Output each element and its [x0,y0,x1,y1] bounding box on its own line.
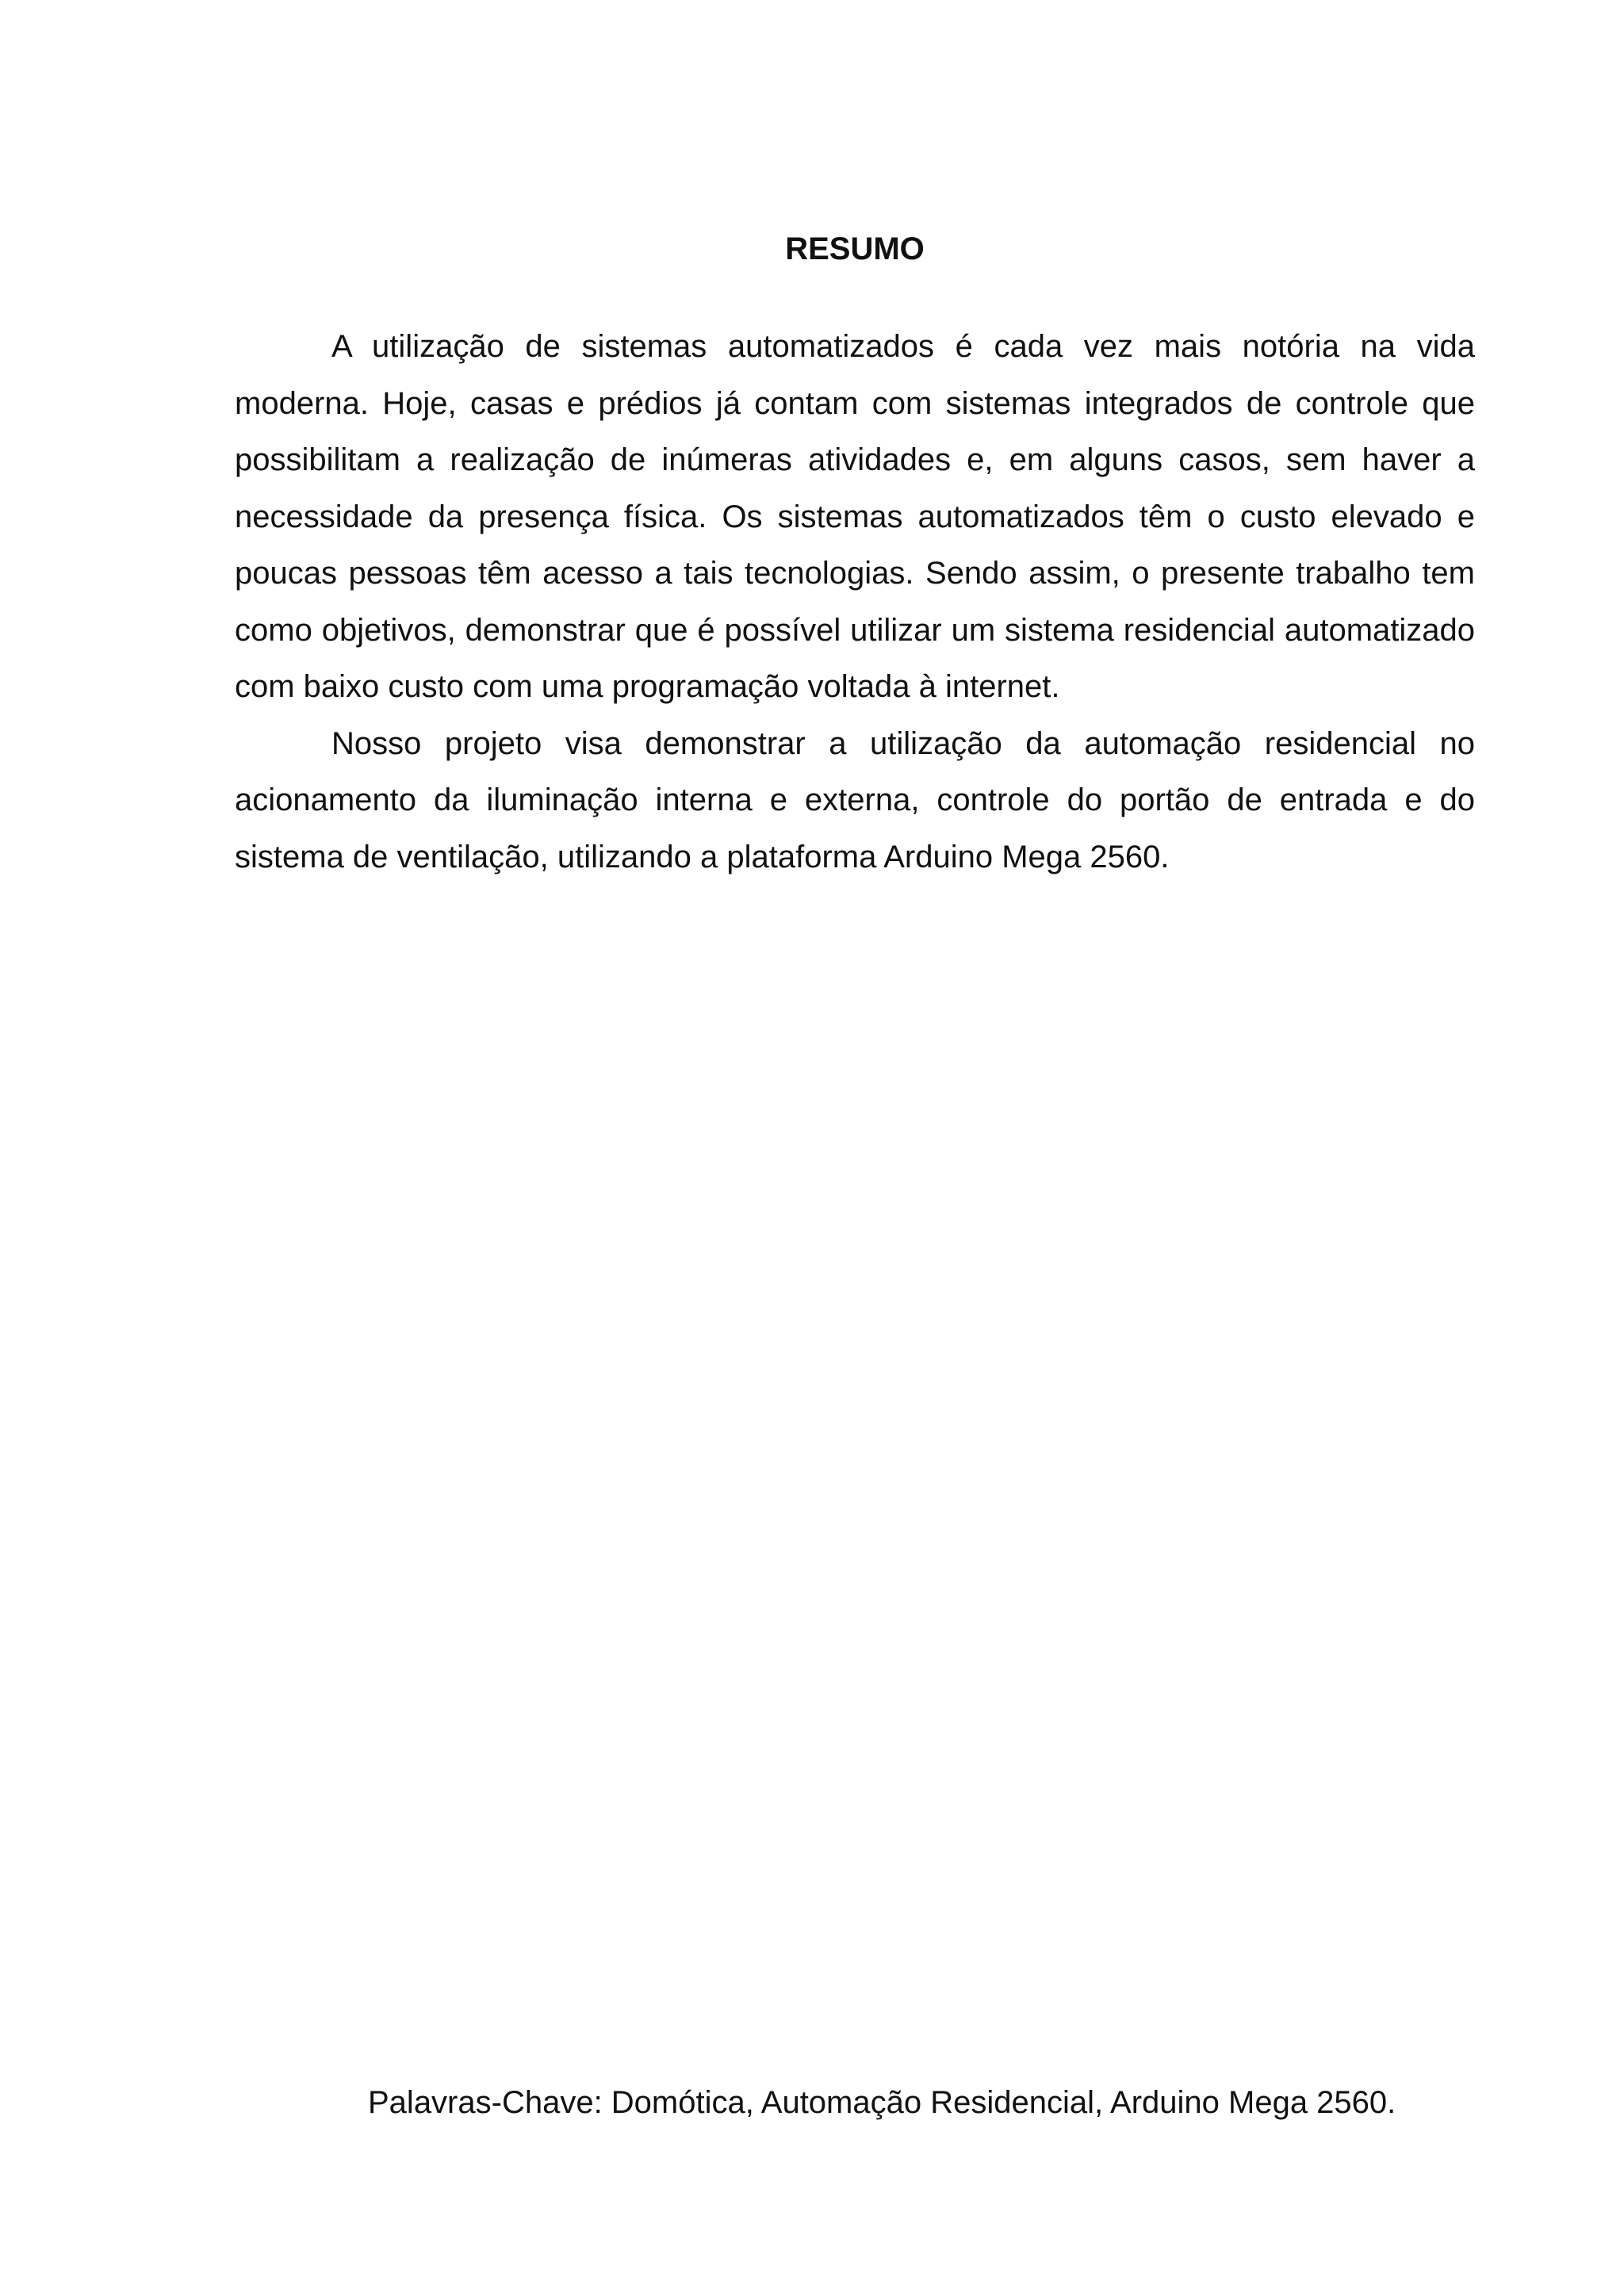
abstract-paragraph-1: A utilização de sistemas automatizados é cada vez mais notória na vida moderna. Hoje, casas e prédios já contam com sistemas integrados de controle que possibilitam a realização de inúmeras atividades e, em alguns casos, sem haver a necessidade da presença física. Os sistemas automatizados têm o custo elevado e poucas pessoas têm acesso a tais tecnologias. Sendo assim, o presente trabalho tem como objetivos, demonstrar que é possível utilizar um sistema residencial automatizado com baixo custo com uma programação voltada à internet. [235,329,1475,704]
keywords-line: Palavras-Chave: Domótica, Automação Residencial, Arduino Mega 2560. [368,2085,1396,2120]
page-title: RESUMO [785,232,925,266]
abstract-body [235,319,1475,886]
abstract-paragraph-2: Nosso projeto visa demonstrar a utilização da automação residencial no acionamento da iluminação interna e externa, controle do portão de entrada e do sistema de ventilação, utilizando a plataforma Arduino Mega 2560. [235,725,1475,874]
